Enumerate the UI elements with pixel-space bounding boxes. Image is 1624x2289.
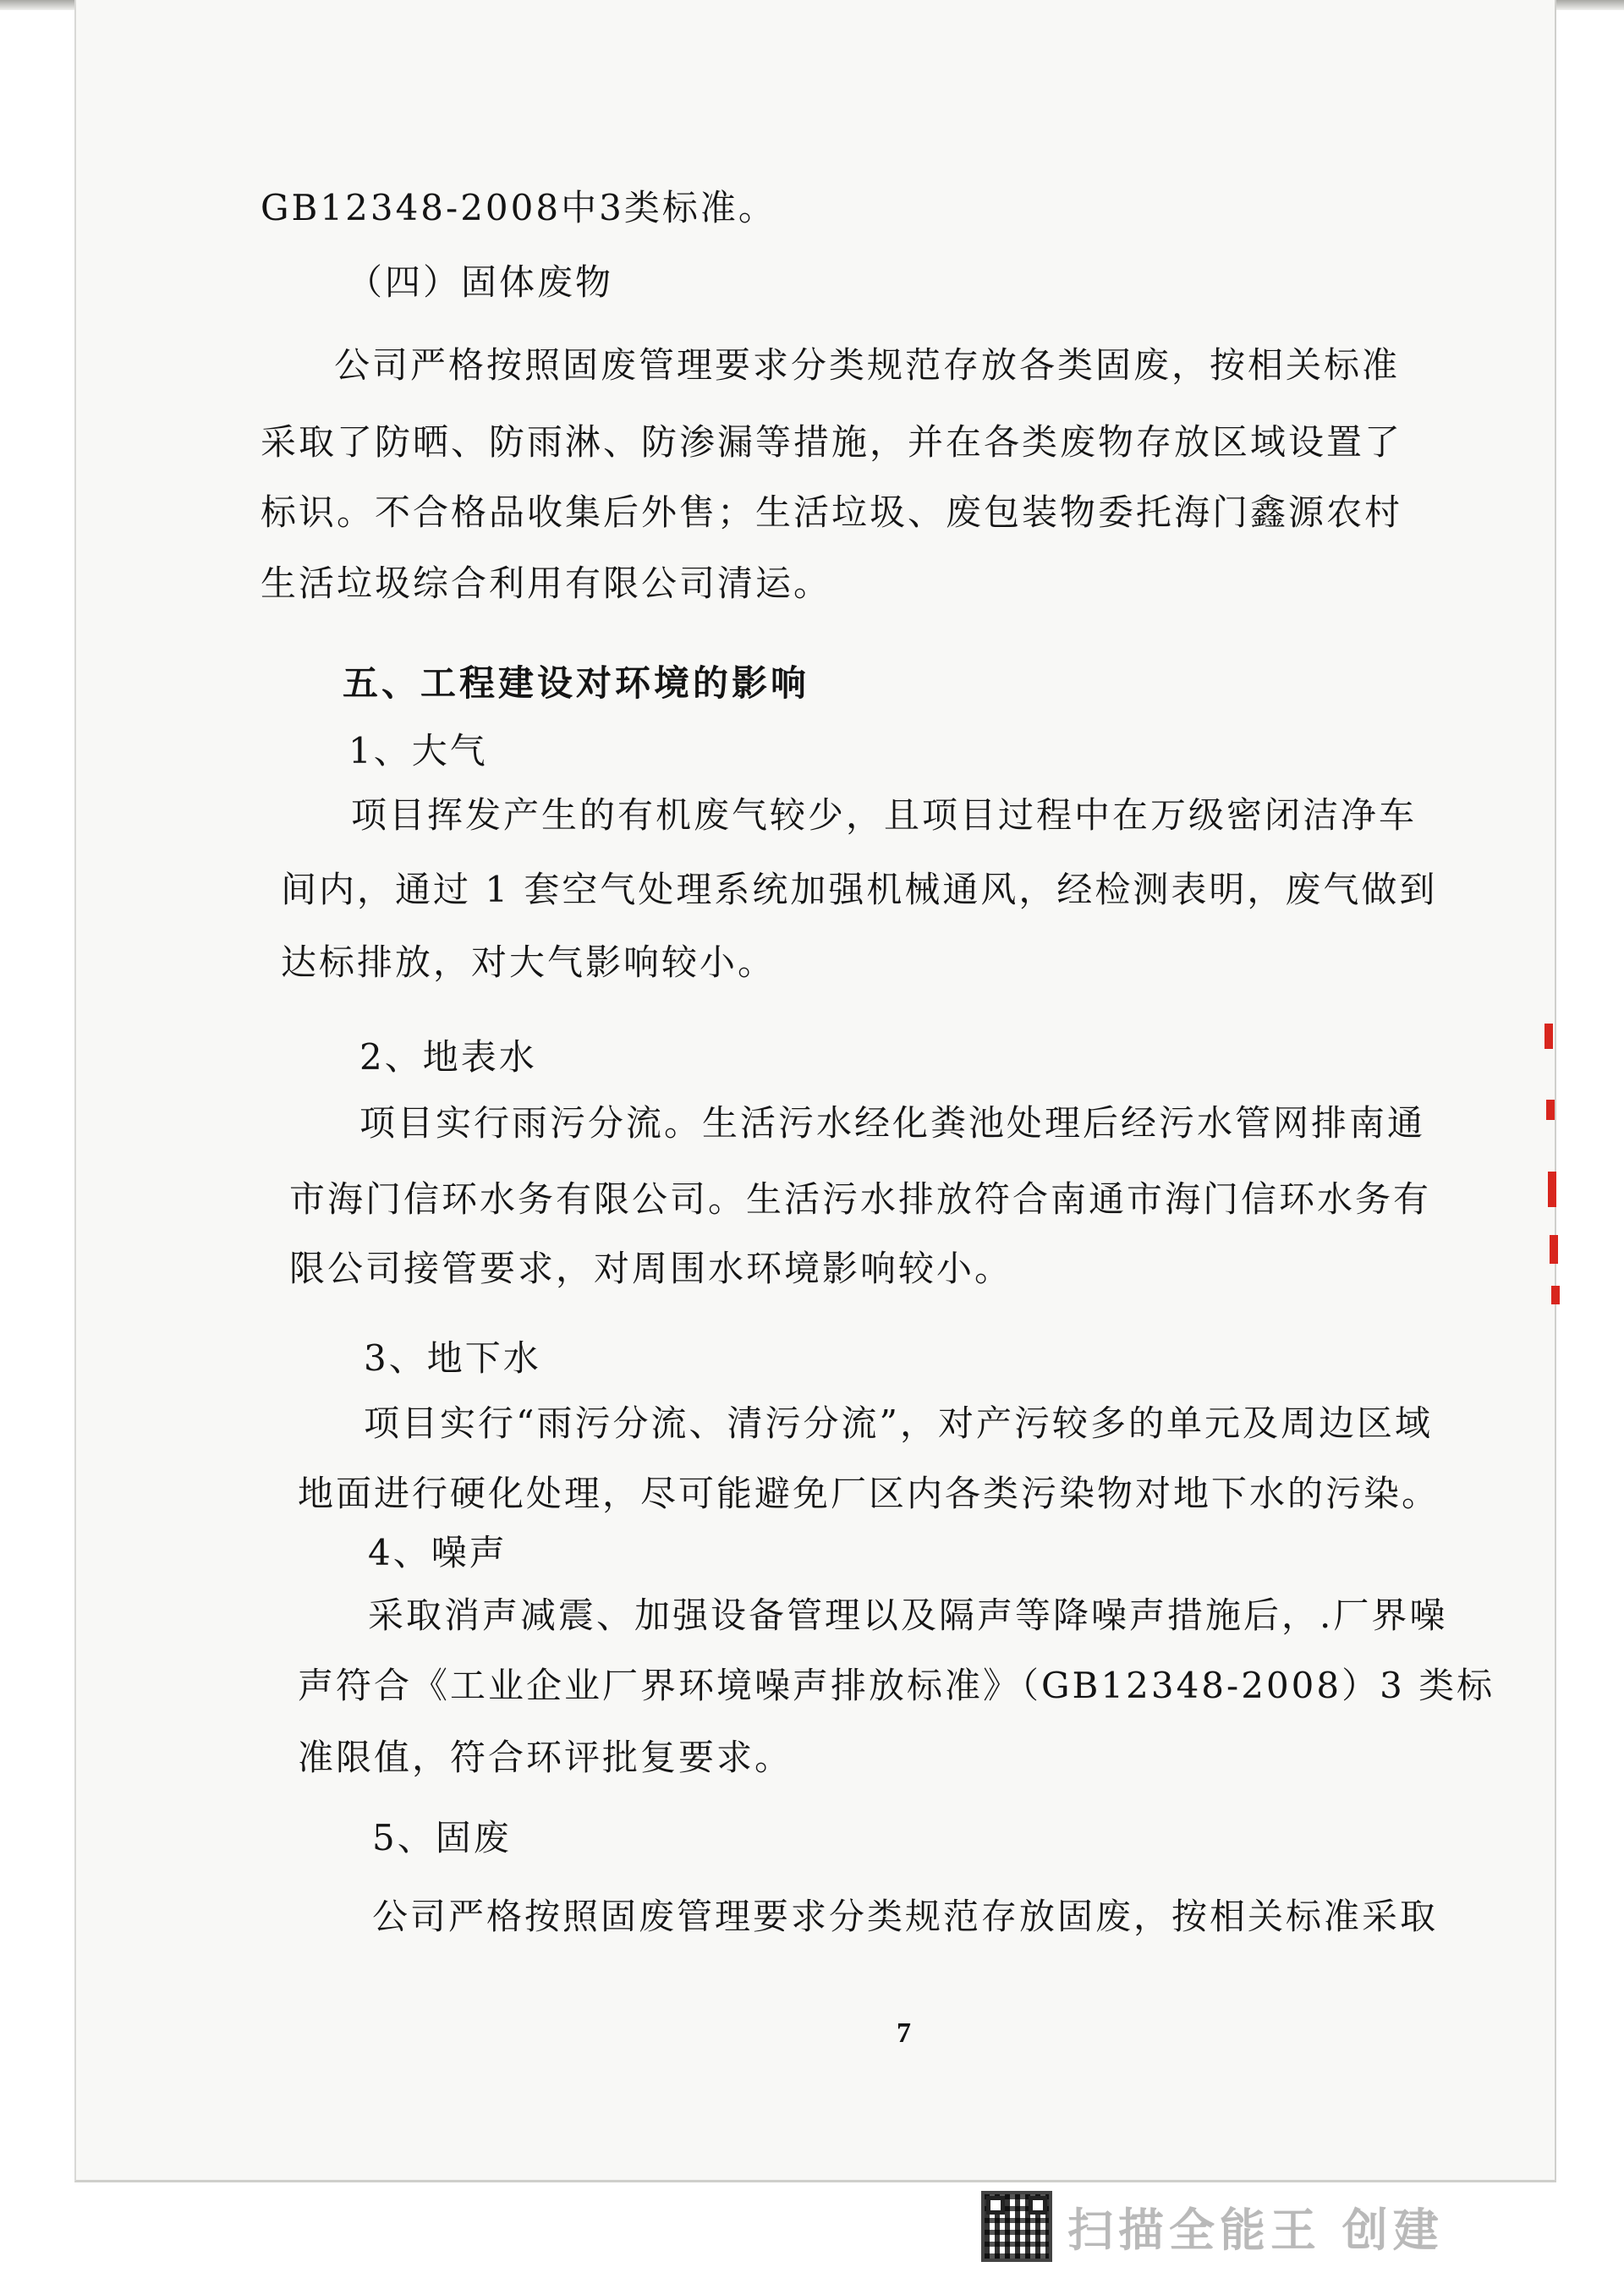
text-line: 间内，通过 1 套空气处理系统加强机械通风，经检测表明，废气做到 [281, 869, 1438, 910]
stamp-edge-mark [1544, 1024, 1553, 1049]
text-line: 声符合《工业企业厂界环境噪声排放标准》（GB12348-2008）3 类标 [298, 1665, 1495, 1706]
subsection-heading: 5、固废 [372, 1817, 512, 1858]
text-line: 采取了防晒、防雨淋、防渗漏等措施，并在各类废物存放区域设置了 [261, 421, 1403, 463]
document-page [74, 0, 1556, 2182]
text-line: 项目挥发产生的有机废气较少，且项目过程中在万级密闭洁净车 [351, 794, 1418, 836]
stamp-edge-mark [1550, 1235, 1558, 1264]
subsection-heading: 4、噪声 [368, 1532, 508, 1573]
text-line: 生活垃圾综合利用有限公司清运。 [261, 563, 832, 604]
text-line: 标识。不合格品收集后外售；生活垃圾、废包装物委托海门鑫源农村 [261, 491, 1403, 533]
chapter-heading: 五、工程建设对环境的影响 [343, 662, 810, 704]
stamp-edge-mark [1551, 1286, 1560, 1304]
stamp-edge-mark [1546, 1100, 1555, 1120]
text-line: 市海门信环水务有限公司。生活污水排放符合南通市海门信环水务有 [289, 1178, 1432, 1220]
text-line: 项目实行“雨污分流、清污分流”，对产污较多的单元及周边区域 [364, 1402, 1433, 1444]
text-line: 公司严格按照固废管理要求分类规范存放各类固废，按相关标准 [334, 344, 1401, 386]
subsection-heading: 3、地下水 [364, 1337, 541, 1379]
page-number: 7 [897, 2017, 911, 2049]
scanner-watermark [981, 2191, 1444, 2262]
subsection-heading: 2、地表水 [359, 1036, 537, 1078]
subsection-heading: 1、大气 [348, 730, 488, 771]
text-line: 准限值，符合环评批复要求。 [298, 1737, 793, 1778]
text-line: GB12348-2008中3类标准。 [261, 187, 776, 228]
text-line: 达标排放，对大气影响较小。 [281, 941, 776, 983]
stamp-edge-mark [1548, 1172, 1556, 1207]
text-line: 地面进行硬化处理，尽可能避免厂区内各类污染物对地下水的污染。 [298, 1473, 1440, 1514]
text-line: 采取消声减震、加强设备管理以及隔声等降噪声措施后，.厂界噪 [368, 1595, 1448, 1636]
text-line: 项目实行雨污分流。生活污水经化粪池处理后经污水管网排南通 [359, 1102, 1426, 1144]
text-line: 限公司接管要求，对周围水环境影响较小。 [289, 1248, 1013, 1289]
watermark-text: 扫描全能王 创建 [1067, 2203, 1444, 2257]
section-heading: （四）固体废物 [347, 261, 614, 303]
qr-code-icon [981, 2191, 1052, 2262]
text-line: 公司严格按照固废管理要求分类规范存放固废，按相关标准采取 [372, 1896, 1439, 1937]
